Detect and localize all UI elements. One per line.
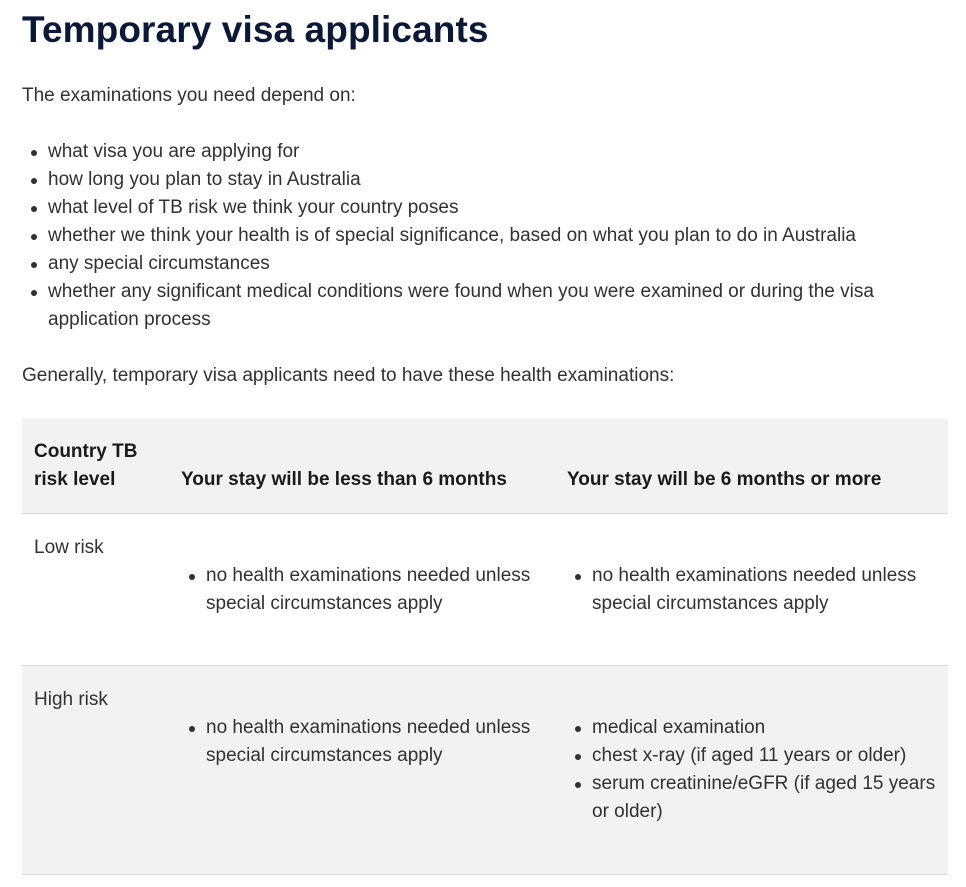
list-item: what visa you are applying for <box>48 138 948 166</box>
list-item: medical examination <box>592 714 936 742</box>
table-row <box>22 514 948 666</box>
list-item: no health examinations needed unless special circumstances apply <box>592 562 936 618</box>
header-risk-level: Country TB risk level <box>34 441 138 490</box>
long-stay-cell <box>555 666 948 875</box>
risk-level-cell: Low risk <box>34 537 104 558</box>
risk-level-cell: High risk <box>34 689 108 710</box>
list-item: chest x-ray (if aged 11 years or older) <box>592 742 936 770</box>
list-item: whether any significant medical conditions were found when you were examined or during the visa application process <box>48 278 948 334</box>
exam-list <box>567 562 936 618</box>
page-title: Temporary visa applicants <box>22 9 489 50</box>
list-item: how long you plan to stay in Australia <box>48 166 948 194</box>
list-item: serum creatinine/eGFR (if aged 15 years or older) <box>592 770 936 826</box>
factors-list <box>22 138 948 334</box>
list-item: any special circumstances <box>48 250 948 278</box>
examinations-table <box>22 418 948 875</box>
short-stay-cell <box>169 514 555 666</box>
intro-text: The examinations you need depend on: <box>22 85 356 106</box>
table-row <box>22 666 948 875</box>
list-item: what level of TB risk we think your country poses <box>48 194 948 222</box>
exam-list <box>567 714 936 826</box>
list-item: no health examinations needed unless special circumstances apply <box>206 714 543 770</box>
exam-list <box>181 714 543 770</box>
header-short-stay: Your stay will be less than 6 months <box>181 469 507 490</box>
table-header-row <box>22 418 948 514</box>
exam-list <box>181 562 543 618</box>
short-stay-cell <box>169 666 555 875</box>
list-item: whether we think your health is of special significance, based on what you plan to do in Australia <box>48 222 948 250</box>
list-item: no health examinations needed unless special circumstances apply <box>206 562 543 618</box>
generally-text: Generally, temporary visa applicants need to have these health examinations: <box>22 365 675 386</box>
header-long-stay: Your stay will be 6 months or more <box>567 469 882 490</box>
long-stay-cell <box>555 514 948 666</box>
